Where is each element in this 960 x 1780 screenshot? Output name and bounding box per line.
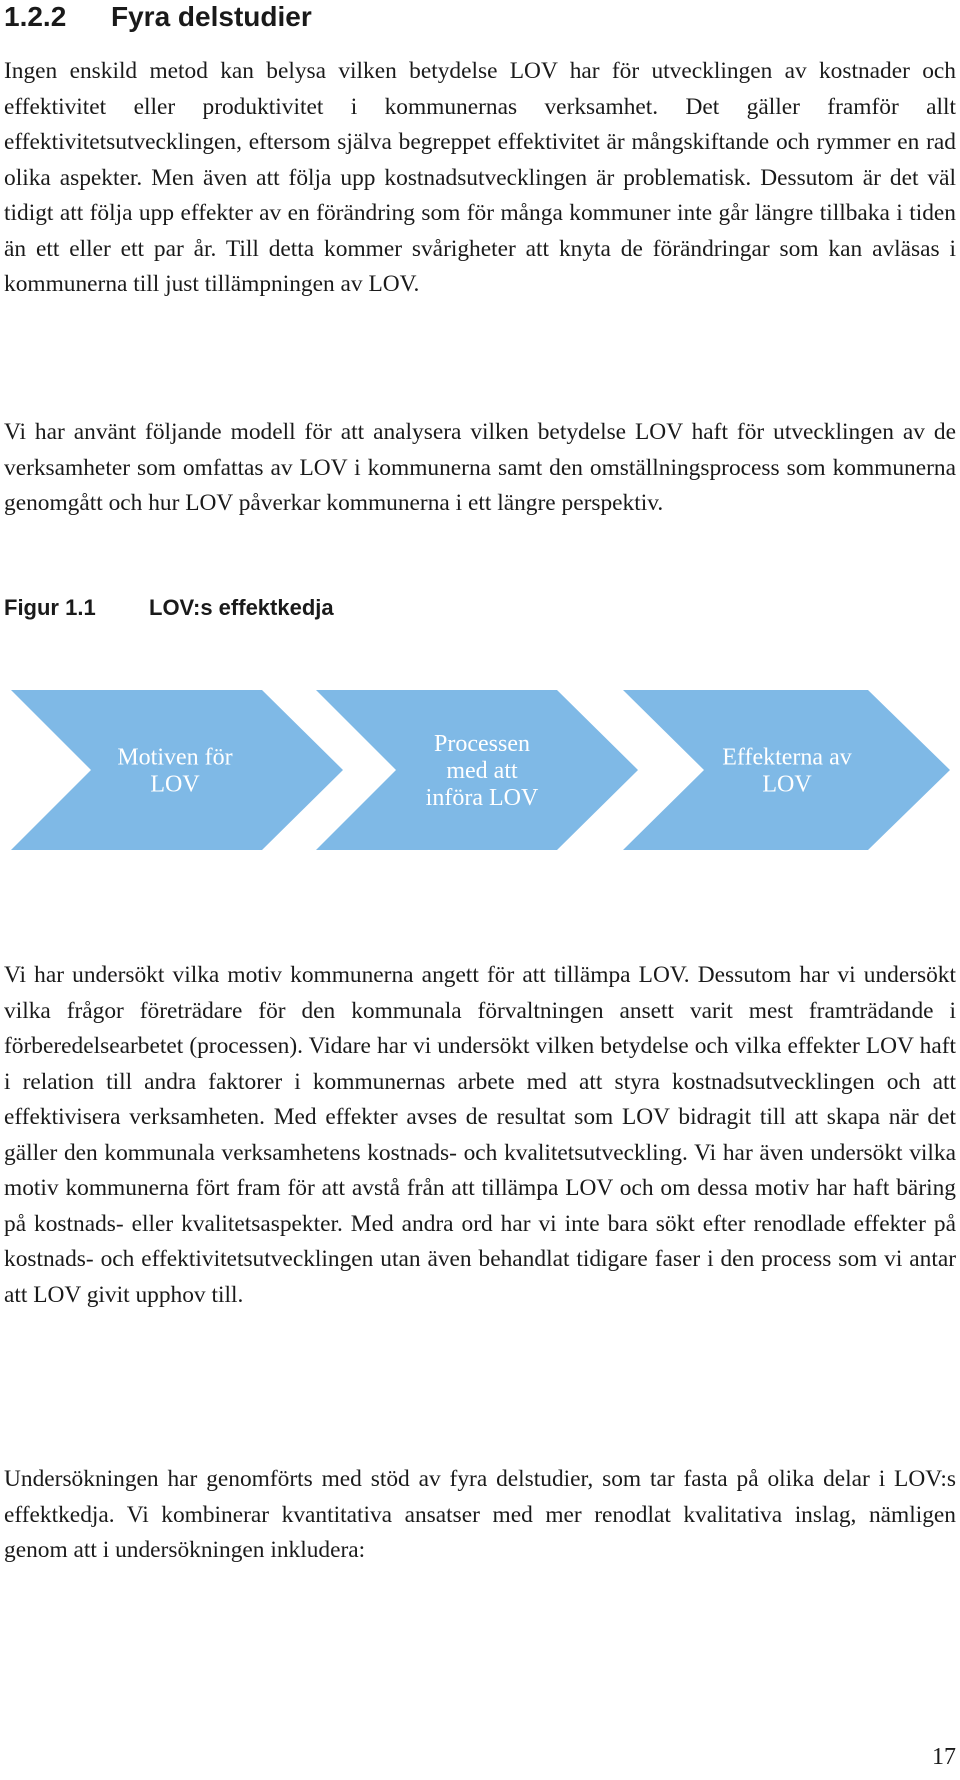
- figure-label: Figur 1.1: [4, 595, 96, 620]
- chevron-step-2-label-line: med att: [446, 758, 518, 784]
- figure-caption: [4, 593, 334, 623]
- section-title: Fyra delstudier: [111, 1, 312, 32]
- chevron-step-2-label-line: Processen: [434, 731, 530, 757]
- chevron-step-3-label-line: LOV: [762, 771, 812, 798]
- figure-title: LOV:s effektkedja: [149, 595, 334, 620]
- chevron-step-1-label-line: LOV: [150, 771, 200, 798]
- effect-chain-diagram: [0, 685, 960, 855]
- effect-chain-svg: [0, 685, 960, 855]
- paragraph-model: Vi har använt följande modell för att analysera vilken betydelse LOV haft för utvecklingen av de verksamheter som omfattas av LOV i kommunerna samt den omställningsprocess som kommunerna genomgått och hur LOV påverkar kommunerna i ett längre perspektiv.: [4, 419, 956, 516]
- chevron-step-2-label-line: införa LOV: [425, 785, 539, 811]
- paragraph-substudies: Undersökningen har genomförts med stöd av fyra delstudier, som tar fasta på olika delar i LOV:s effektkedja. Vi kombinerar kvantitativa ansatser med mer renodlat kvalitativa inslag, nämligen genom att i undersökningen inkludera:: [4, 1466, 956, 1563]
- chevron-step-1-label-line: Motiven för: [117, 744, 233, 771]
- paragraph-motives: Vi har undersökt vilka motiv kommunerna angett för att tillämpa LOV. Dessutom har vi undersökt vilka frågor företrädare för den kommunala förvaltningen ansett varit mest framträdande i förberedelsearbetet (processen). Vidare har vi undersökt vilken betydelse och vilka effekter LOV haft i relation till andra faktorer i kommunernas arbete med att styra kostnadsutvecklingen och att effektivisera verksamheten. Med effekter avses de resultat som LOV bidragit till att skapa när det gäller den kommunala verksamhetens kostnads- och kvalitetsutveckling. Vi har även undersökt vilka motiv kommunerna fört fram för att avstå från att tillämpa LOV och om dessa motiv har haft bäring på kostnads- eller kvalitetsaspekter. Med andra ord har vi inte bara sökt efter renodlade effekter på kostnads- och effektivitetsutvecklingen utan även behandlat tidigare faser i den process som vi antar att LOV givit upphov till.: [4, 962, 956, 1308]
- paragraph-intro: Ingen enskild metod kan belysa vilken betydelse LOV har för utvecklingen av kostnader och effektivitet eller produktivitet i kommunernas verksamhet. Det gäller framför allt effektivitetsutvecklingen, eftersom själva begreppet effektivitet är mångskiftande och rymmer en rad olika aspekter. Men även att följa upp kostnadsutvecklingen är problematisk. Dessutom är det väl tidigt att följa upp effekter av en förändring som för många kommuner inte går längre tillbaka i tiden än ett eller ett par år. Till detta kommer svårigheter att knyta de förändringar som kan avläsas i kommunerna till just tillämpningen av LOV.: [4, 58, 956, 297]
- section-heading: [4, 0, 944, 34]
- section-number: 1.2.2: [4, 1, 67, 32]
- page-number: 17: [932, 1744, 956, 1770]
- chevron-step-3-label-line: Effekterna av: [722, 744, 852, 771]
